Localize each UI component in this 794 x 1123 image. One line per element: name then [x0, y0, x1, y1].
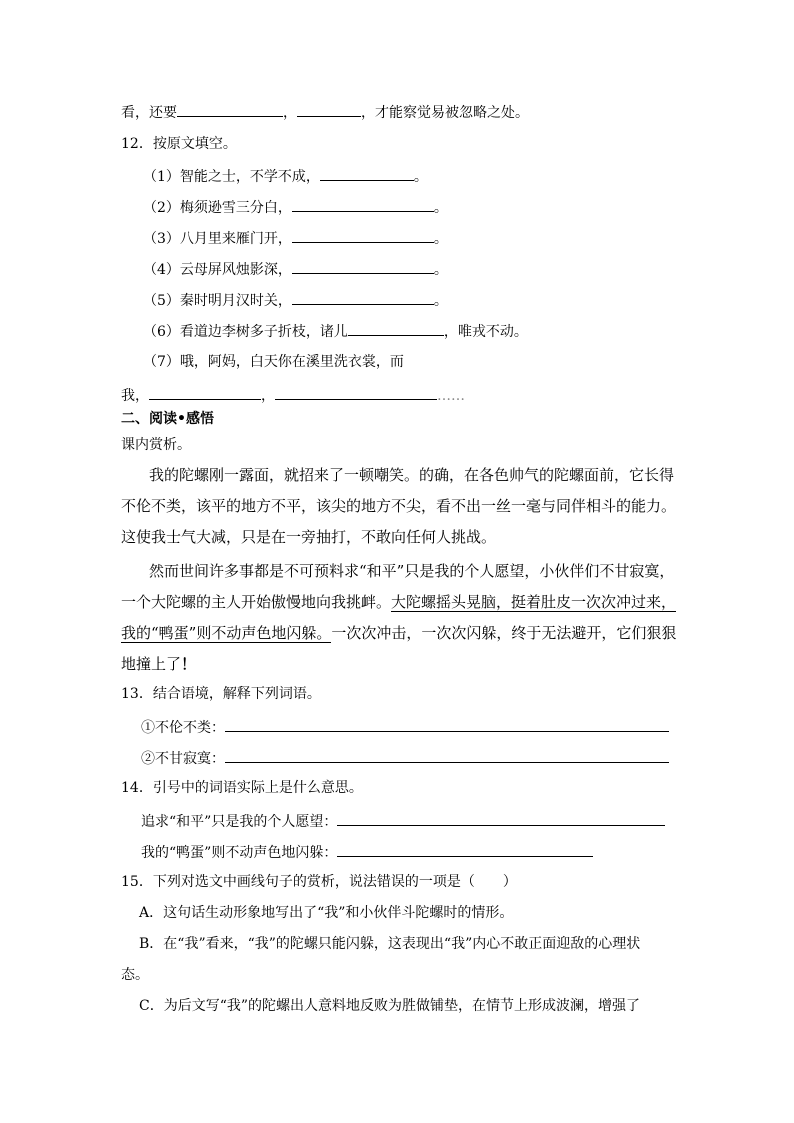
q14-item-2: 我的“鸭蛋”则不动声色地闪躲： [141, 841, 593, 863]
section-intro: 课内赏析。 [121, 437, 191, 453]
q15-option-b[interactable]: B．在“我”看来，“我”的陀螺只能闪躲，这表现出“我”内心不敢正面迎敌的心理状 [139, 936, 641, 952]
answer-line[interactable] [337, 841, 593, 857]
answer-blank[interactable] [292, 196, 434, 212]
passage-p2-line2: 一个大陀螺的主人开始傲慢地向我挑衅。大陀螺摇头晃脑，挺着肚皮一次次冲过来， [121, 593, 677, 611]
continuation-line: 看，还要 ， ，才能察觉易被忽略之处。 [121, 101, 529, 123]
answer-blank[interactable] [275, 384, 437, 400]
q12-item-5: （5）秦时明月汉时关， 。 [143, 289, 448, 311]
underlined-sentence: 我的“鸭蛋”则不动声色地闪躲。 [121, 624, 332, 642]
underlined-sentence: 大陀螺摇头晃脑，挺着肚皮一次次冲过来， [391, 593, 677, 611]
answer-blank[interactable] [177, 101, 283, 117]
q13-title: 13．结合语境，解释下列词语。 [121, 686, 321, 702]
passage-p2-line3: 我的“鸭蛋”则不动声色地闪躲。一次次冲击，一次次闪躲，终于无法避开，它们狠狠 [121, 624, 677, 642]
answer-blank[interactable] [348, 320, 444, 336]
q15-option-a[interactable]: A．这句话生动形象地写出了“我”和小伙伴斗陀螺时的情形。 [139, 905, 514, 921]
q15-option-b-cont: 态。 [121, 967, 149, 983]
answer-blank[interactable] [297, 101, 361, 117]
answer-blank[interactable] [292, 289, 434, 305]
answer-line[interactable] [225, 747, 669, 763]
answer-blank[interactable] [292, 258, 434, 274]
q12-item-7-line1: （7）哦，阿妈，白天你在溪里洗衣裳，而 [143, 354, 404, 370]
q12-item-3: （3）八月里来雁门开， 。 [143, 227, 448, 249]
q14-title: 14．引号中的词语实际上是什么意思。 [121, 780, 363, 796]
q15-option-c[interactable]: C．为后文写“我”的陀螺出人意料地反败为胜做铺垫，在情节上形成波澜，增强了 [139, 998, 641, 1014]
answer-blank[interactable] [149, 384, 261, 400]
passage-p1-line2: 不伦不类，该平的地方不平，该尖的地方不尖，看不出一丝一毫与同伴相斗的能力。 [121, 497, 677, 515]
answer-line[interactable] [337, 810, 665, 826]
answer-blank[interactable] [292, 227, 434, 243]
q13-item-1: ①不伦不类： [141, 716, 669, 738]
section-heading: 二、阅读•感悟 [121, 411, 214, 427]
q14-item-1: 追求“和平”只是我的个人愿望： [141, 810, 665, 832]
q12-item-2: （2）梅须逊雪三分白， 。 [143, 196, 448, 218]
q12-item-1: （1）智能之士，不学不成， 。 [143, 165, 428, 187]
passage-p2-line1: 然而世间许多事都是不可预料求“和平”只是我的个人愿望，小伙伴们不甘寂寞， [149, 562, 675, 580]
q13-item-2: ②不甘寂寞： [141, 747, 669, 769]
passage-p2-line4: 地撞上了！ [121, 655, 197, 673]
q12-title: 12．按原文填空。 [121, 136, 237, 152]
q12-item-4: （4）云母屏风烛影深， 。 [143, 258, 448, 280]
answer-blank[interactable] [320, 165, 414, 181]
passage-p1-line3: 这使我士气大减，只是在一旁抽打，不敢向任何人挑战。 [121, 528, 497, 546]
q12-item-6: （6）看道边李树多子折枝，诸儿 ，唯戎不动。 [143, 320, 528, 342]
q12-item-7-line2: 我， ， …… [121, 384, 465, 406]
answer-line[interactable] [225, 716, 669, 732]
passage-p1-line1: 我的陀螺刚一露面，就招来了一顿嘲笑。的确，在各色帅气的陀螺面前，它长得 [149, 466, 675, 484]
q15-title: 15．下列对选文中画线句子的赏析，说法错误的一项是（ ） [121, 874, 517, 890]
